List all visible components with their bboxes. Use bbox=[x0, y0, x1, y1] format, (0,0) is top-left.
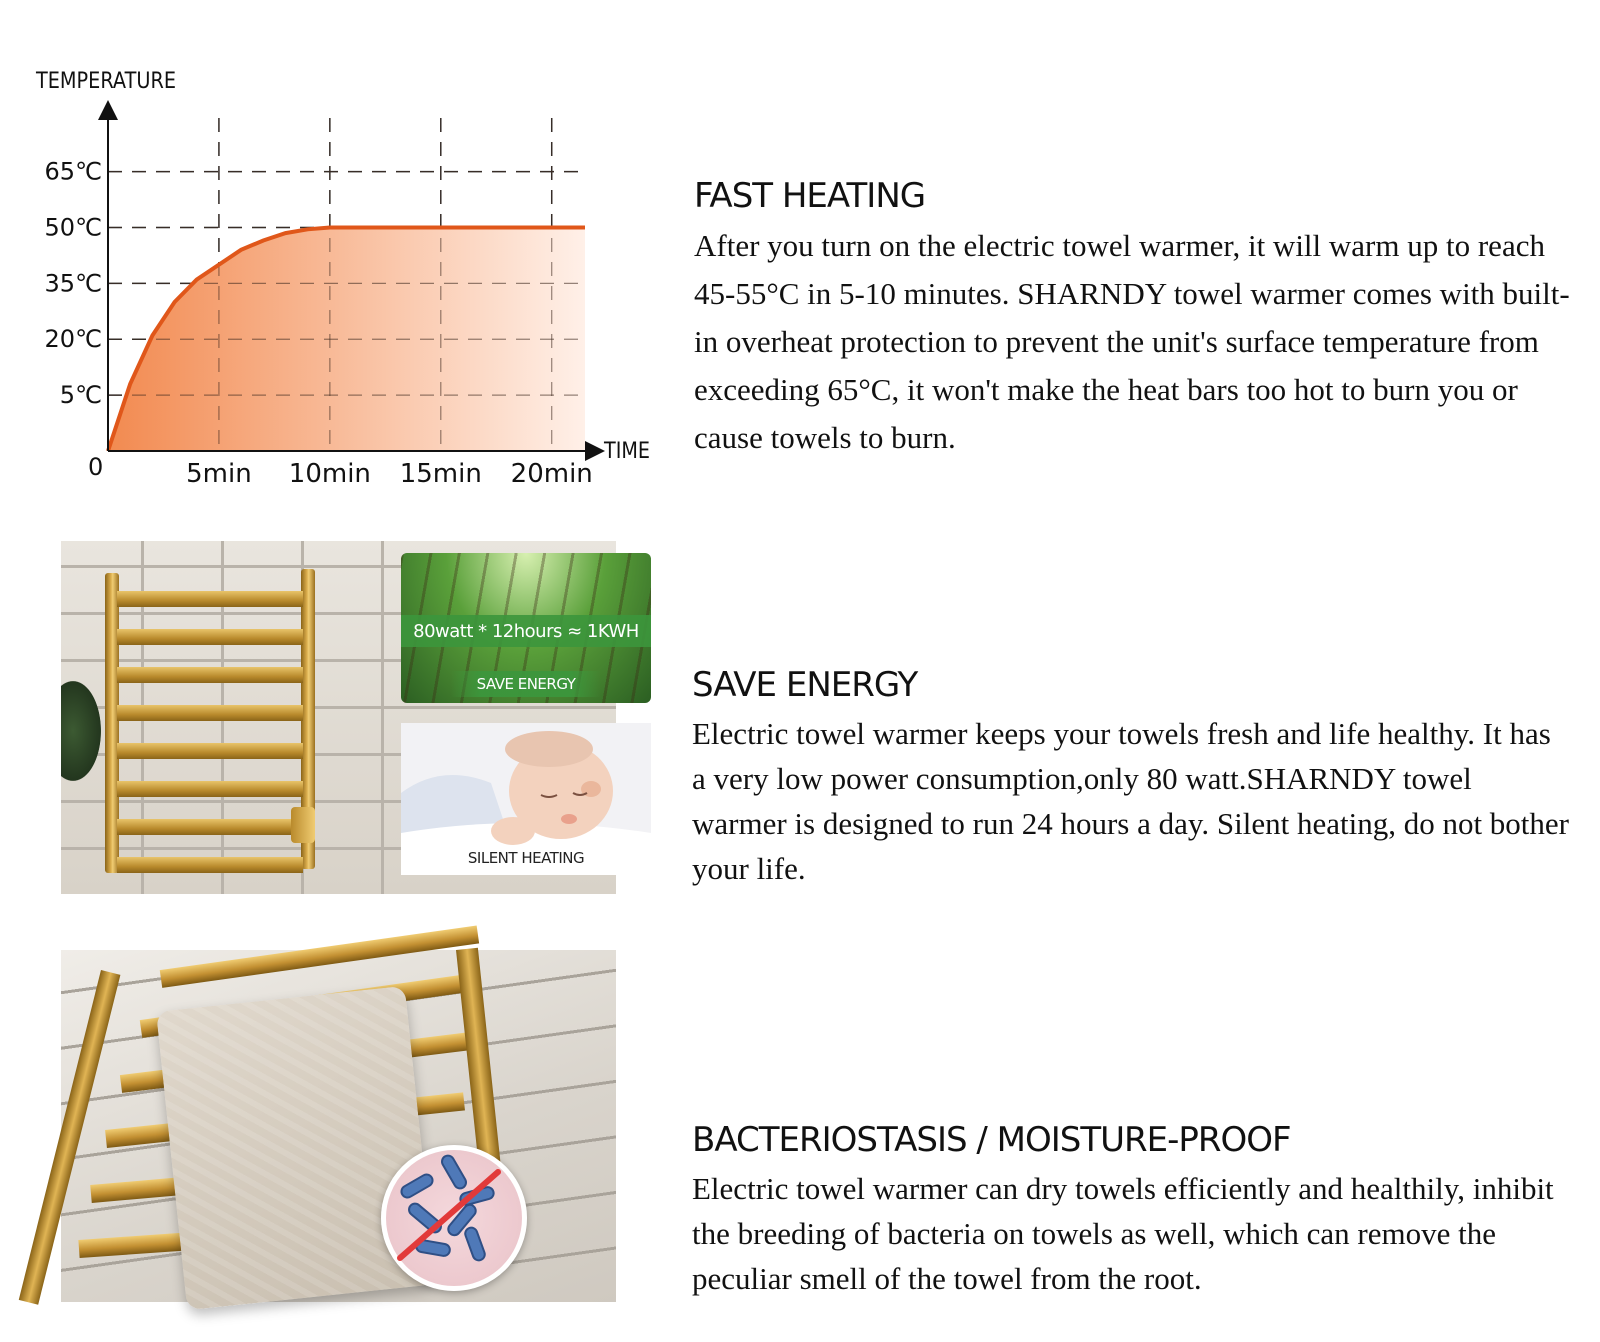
towel-on-rack-photo bbox=[61, 950, 616, 1302]
x-tick-label: 10min bbox=[288, 459, 371, 489]
bacteriostasis-title: BACTERIOSTASIS / MOISTURE-PROOF bbox=[692, 1120, 1291, 1160]
origin-label: 0 bbox=[88, 453, 104, 481]
save-energy-body: Electric towel warmer keeps your towels fresh and life healthy. It has a very low power consumption,only 80 watt.SHARNDY towel warmer is designed to run 24 hours a day. Silent heating, do not bother your life. bbox=[692, 716, 1570, 886]
x-tick-labels bbox=[186, 459, 593, 489]
forest-card bbox=[401, 553, 651, 703]
x-tick-label: 5min bbox=[186, 459, 252, 489]
y-axis-label: TEMPERATURE bbox=[35, 69, 177, 94]
save-energy-photo bbox=[61, 541, 639, 894]
y-tick-labels bbox=[45, 158, 103, 410]
save-energy-section bbox=[692, 665, 1572, 891]
save-energy-title: SAVE ENERGY bbox=[692, 665, 918, 705]
y-tick-label: 5℃ bbox=[59, 381, 102, 410]
save-energy-tag: SAVE ENERGY bbox=[451, 671, 601, 697]
temperature-area-fill bbox=[108, 228, 585, 452]
y-tick-label: 35℃ bbox=[44, 269, 102, 298]
fast-heating-section bbox=[694, 176, 1574, 462]
plant-icon bbox=[61, 681, 101, 781]
sleeping-baby-card bbox=[401, 723, 651, 875]
y-tick-label: 50℃ bbox=[44, 213, 102, 242]
x-tick-label: 15min bbox=[399, 459, 482, 489]
y-tick-label: 65℃ bbox=[44, 157, 102, 186]
bacteria-blocked-icon bbox=[381, 1145, 527, 1291]
fast-heating-body: After you turn on the electric towel warmer, it will warm up to reach 45-55°C in 5-10 minutes. SHARNDY towel warmer comes with built-in overheat protection to prevent the unit's surface temperature from exceeding 65°C, it won't make the heat bars too hot to burn you or cause towels to burn. bbox=[694, 228, 1570, 455]
bacteriostasis-body: Electric towel warmer can dry towels efficiently and healthily, inhibit the breeding of bacteria on towels as well, which can remove the peculiar smell of the towel from the root. bbox=[692, 1171, 1554, 1296]
x-tick-label: 20min bbox=[510, 459, 593, 489]
bacteriostasis-section bbox=[692, 1120, 1572, 1301]
power-formula-banner: 80watt * 12hours ≈ 1KWH bbox=[401, 615, 651, 647]
y-tick-label: 20℃ bbox=[44, 325, 102, 354]
silent-heating-caption: SILENT HEATING bbox=[467, 849, 585, 867]
temperature-time-chart bbox=[0, 40, 660, 500]
fast-heating-title: FAST HEATING bbox=[694, 176, 926, 216]
x-axis-label: TIME bbox=[603, 439, 650, 464]
